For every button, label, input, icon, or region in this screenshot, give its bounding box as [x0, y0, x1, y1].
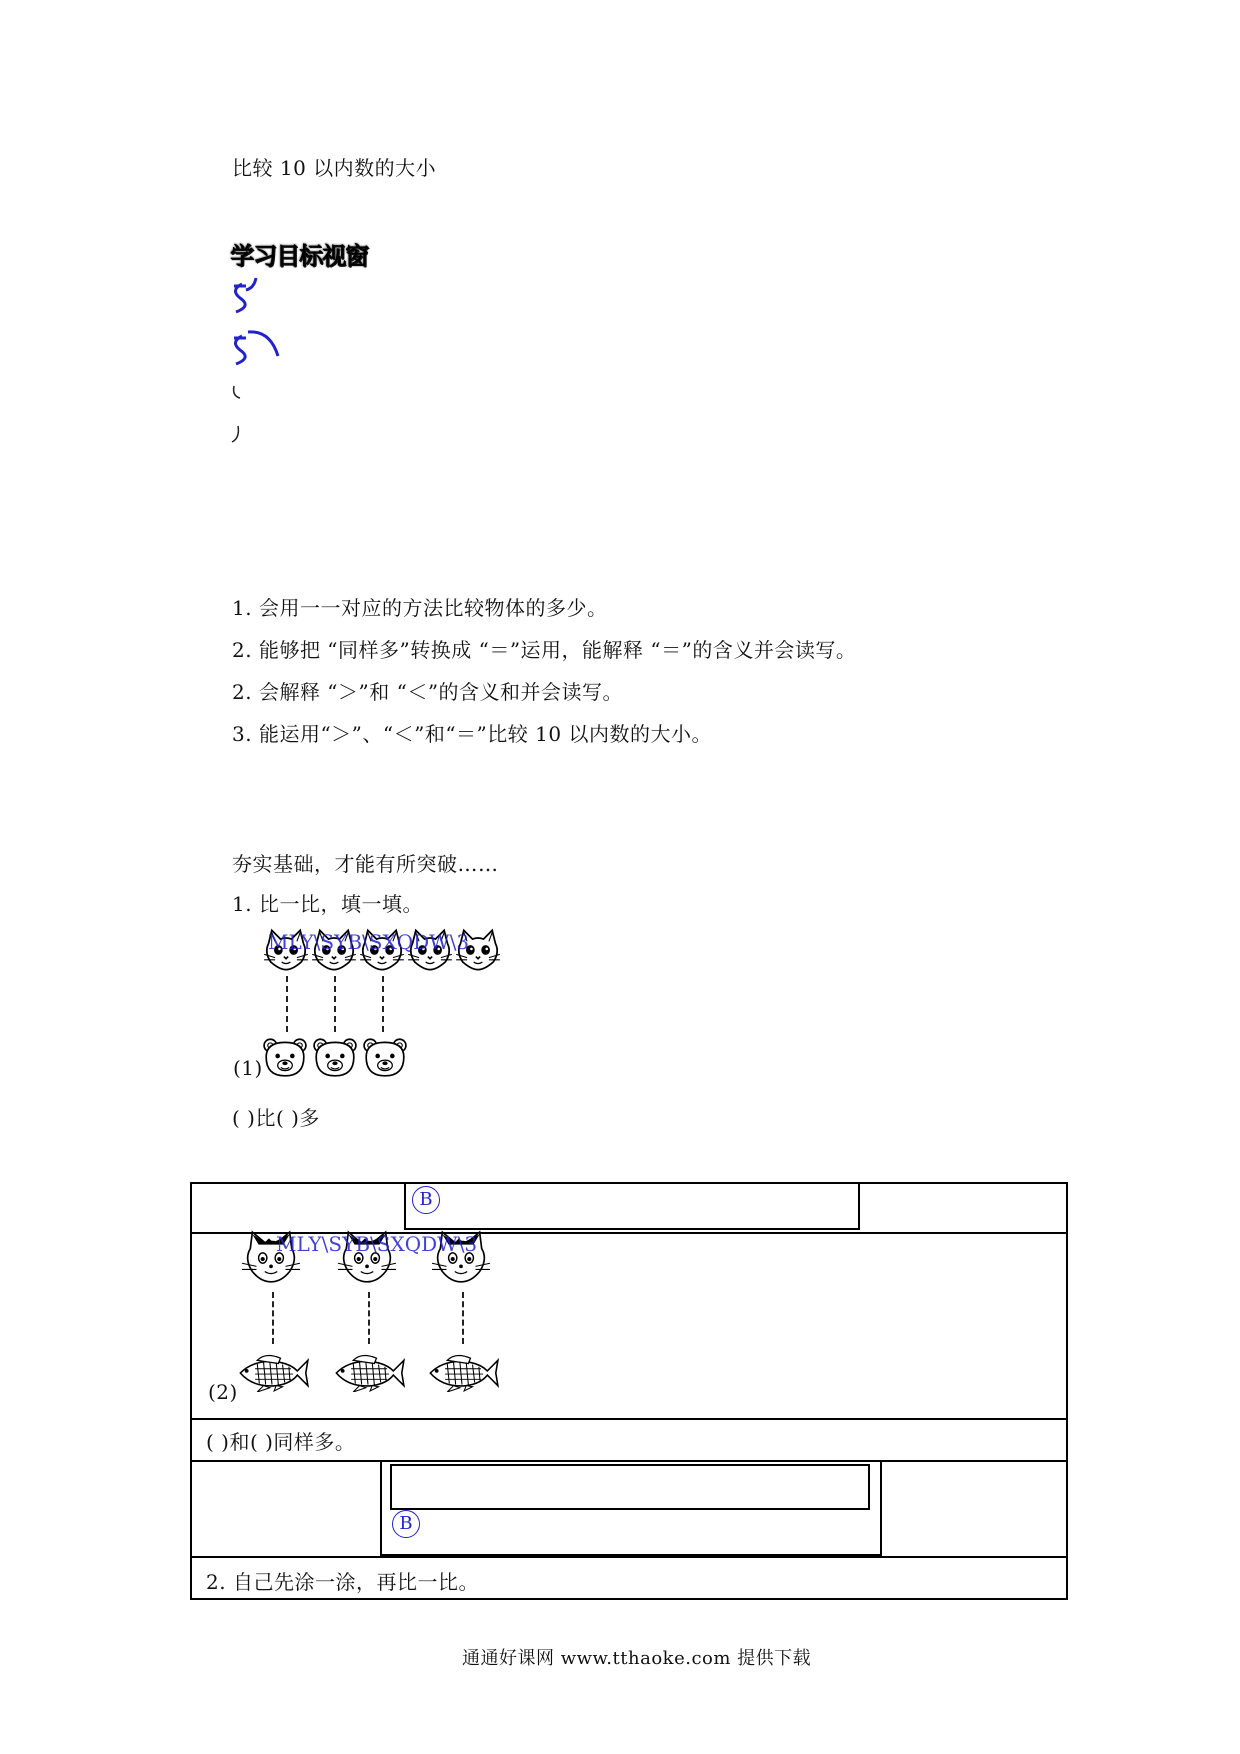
objective-item: 1. 会用一一对应的方法比较物体的多少。	[232, 596, 608, 620]
inner-frame	[390, 1464, 870, 1510]
table-divider	[190, 1556, 1068, 1558]
bear-face-icon	[262, 1036, 308, 1078]
sub-question-label: (2)	[208, 1380, 238, 1404]
pairing-line	[286, 976, 288, 1032]
bear-row	[262, 1036, 412, 1080]
swirl-icon	[226, 270, 286, 460]
bear-face-icon	[362, 1036, 408, 1078]
answer-blank-1[interactable]: ( )比( )多	[232, 1106, 320, 1130]
bear-face-icon	[312, 1036, 358, 1078]
pairing-line	[272, 1292, 274, 1344]
pairing-line	[462, 1292, 464, 1344]
inner-frame	[404, 1182, 860, 1230]
watermark-text: MLY\SYB\SXQDW\3	[268, 930, 470, 954]
table-divider	[190, 1418, 1068, 1420]
page-footer: 通通好课网 www.tthaoke.com 提供下载	[462, 1648, 812, 1669]
objective-item: 3. 能运用“＞”、“＜”和“＝”比较 10 以内数的大小。	[232, 722, 712, 746]
page-title: 比较 10 以内数的大小	[232, 156, 437, 180]
fish-icon	[424, 1354, 500, 1392]
foundation-intro: 夯实基础，才能有所突破……	[232, 852, 499, 876]
swirl-icon-2	[234, 332, 278, 364]
fish-row	[234, 1354, 504, 1394]
section-banner: 学习目标视窗	[230, 242, 368, 270]
circle-mark: B	[392, 1510, 420, 1538]
sub-question-label: (1)	[233, 1056, 263, 1080]
question-2-heading: 2. 自己先涂一涂，再比一比。	[206, 1570, 479, 1594]
fish-icon	[330, 1354, 406, 1392]
question-1-heading: 1. 比一比，填一填。	[232, 892, 423, 916]
fish-icon	[234, 1354, 310, 1392]
objective-item: 2. 能够把 “同样多”转换成 “＝”运用，能解释 “＝”的含义并会读写。	[232, 638, 857, 662]
pairing-line	[334, 976, 336, 1032]
swirl-icon-1	[234, 278, 256, 312]
watermark-text: MLY\SYB\SXQDW\3	[276, 1232, 478, 1256]
pairing-line	[368, 1292, 370, 1344]
circle-mark: B	[412, 1186, 440, 1214]
swirl-icon-3	[234, 386, 240, 398]
answer-blank-2[interactable]: ( )和( )同样多。	[206, 1430, 356, 1454]
swirl-icon-4	[232, 426, 238, 442]
pairing-line	[382, 976, 384, 1032]
objective-item: 2. 会解释 “＞”和 “＜”的含义和并会读写。	[232, 680, 624, 704]
